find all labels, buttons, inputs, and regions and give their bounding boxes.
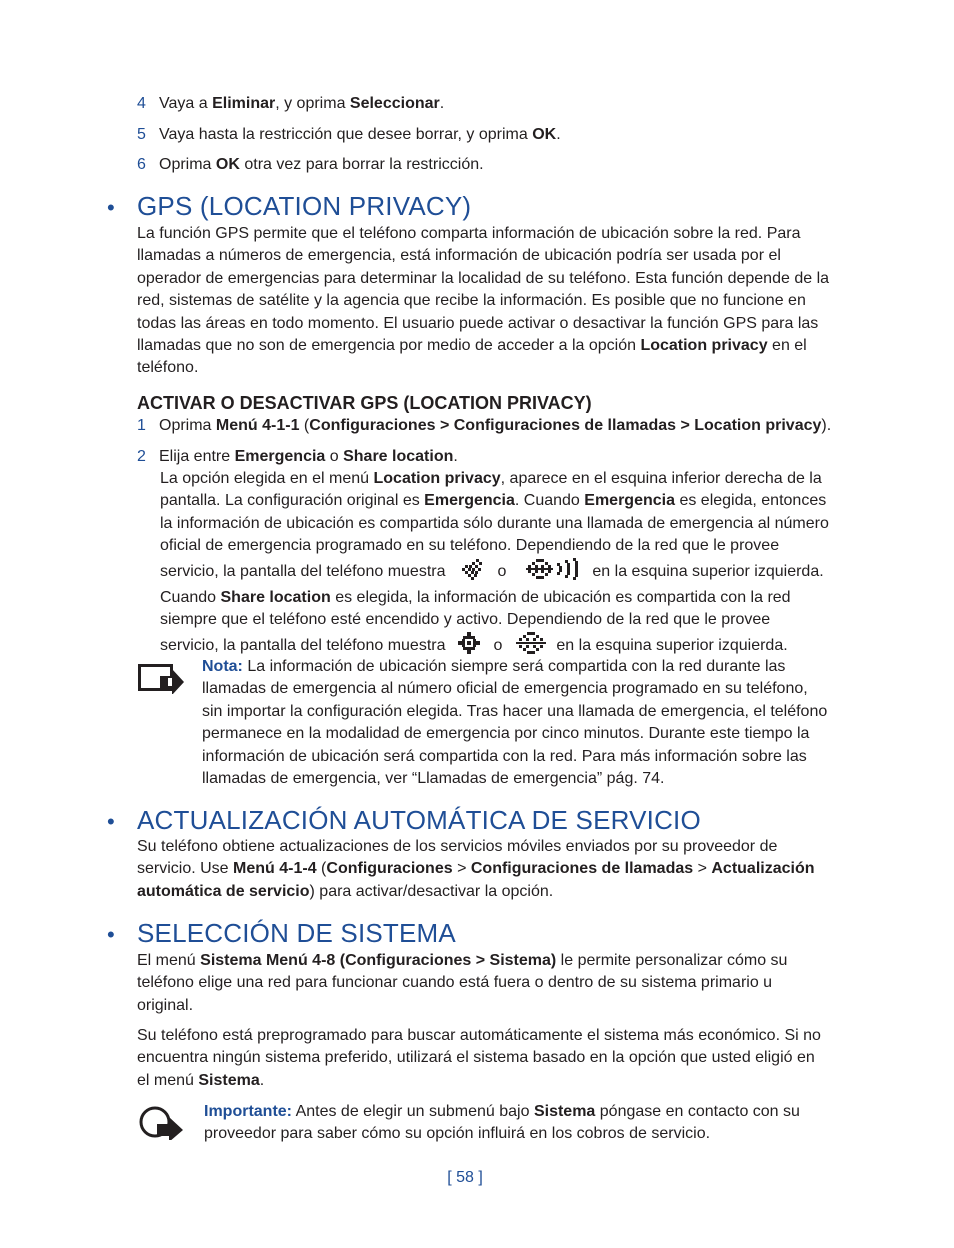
system-paragraph-2: Su teléfono está preprogramado para buscar automáticamente el sistema más económico. Si no encuentra ningún sistema preferido, utilizará el sistema basado en la opción que usted eligió en el menú Sistema.: [137, 1027, 821, 1089]
step-number: 6: [137, 156, 146, 173]
important-label: Importante:: [204, 1103, 292, 1120]
system-paragraph-1: El menú Sistema Menú 4-8 (Configuraciones > Sistema) le permite personalizar cómo su teléfono elige una red para funcionar cuando está fuera o dentro de su sistema primario u original.: [137, 952, 788, 1014]
step-4: 4 Vaya a Eliminar, y oprima Seleccionar.: [137, 93, 444, 115]
subheading-activar-gps: ACTIVAR O DESACTIVAR GPS (LOCATION PRIVACY): [137, 393, 592, 413]
step-6: 6 Oprima OK otra vez para borrar la restricción.: [137, 154, 484, 176]
important-paragraph: Importante: Antes de elegir un submenú bajo Sistema póngase en contacto con su proveedor para saber cómo su opción influirá en los cobros de servicio.: [204, 1103, 800, 1143]
step-number: 1: [137, 417, 146, 434]
gps-step-2-description: La opción elegida en el menú Location privacy, aparece en el esquina inferior derecha de la pantalla. La configuración original es Emergencia. Cuando Emergencia es elegida, entonces la información de ubicación es compartida sólo durante una llamada de emergencia al número oficial de emergencia programado en su teléfono. Dependiendo de la red que le provee servicio, la pantalla del teléfono muestra o en la esquina superior izquierda. Cuando Share location es elegida, la información de ubicación es compartida con la red siempre que el teléfono esté encendido y activo. Dependiendo de la red que le provee servicio, la pantalla del teléfono muestra o en la esquina superior izquierda.: [160, 468, 832, 661]
section-heading-gps: • GPS (LOCATION PRIVACY): [107, 190, 471, 224]
important-icon: [139, 1104, 187, 1145]
note-paragraph: Nota: La información de ubicación siempre será compartida con la red durante las llamadas de emergencia al número oficial de emergencia programado en su teléfono, sin importar la configuración elegida. Tras hacer una llamada de emergencia, el teléfono permanece en la modalidad de emergencia por cinco minutos. Durante este tiempo la información de ubicación será compartida con la red. Para más información sobre las llamadas de emergencia, ver “Llamadas de emergencia” pág. 74.: [202, 658, 828, 788]
note-label: Nota:: [202, 658, 243, 675]
gps-step-2: 2 Elija entre Emergencia o Share location.: [137, 446, 458, 468]
update-paragraph: Su teléfono obtiene actualizaciones de los servicios móviles enviados por su proveedor de servicio. Use Menú 4-1-4 (Configuraciones > Configuraciones de llamadas > Actualización automática de servicio) para activar/desactivar la opción.: [137, 838, 815, 900]
bullet-icon: •: [107, 922, 115, 947]
gps-step-1: 1 Oprima Menú 4-1-1 (Configuraciones > Configuraciones de llamadas > Location privacy).: [137, 415, 831, 437]
note-icon: [138, 660, 186, 699]
location-emergency-icon: [460, 558, 486, 587]
bullet-icon: •: [107, 195, 115, 220]
step-number: 5: [137, 126, 146, 143]
gps-paragraph: La función GPS permite que el teléfono comparta información de ubicación sobre la red. Para llamadas a números de emergencia, está información de ubicación podría ser usada por el operador de emergencias para determinar la localidad de su teléfono. Esta función depende de la red, sistemas de satélite y la agencia que recibe la información. Es posible que no funcione en todas las áreas en todo momento. El usuario puede activar o desactivar la función GPS para las llamadas que no son de emergencia por medio de acceder a la opción Location privacy en el teléfono.: [137, 225, 830, 377]
location-emergency-signal-icon: [526, 558, 580, 587]
step-5: 5 Vaya hasta la restricción que desee borrar, y oprima OK.: [137, 124, 561, 146]
section-heading-actualizacion: • ACTUALIZACIÓN AUTOMÁTICA DE SERVICIO: [107, 804, 701, 838]
step-number: 4: [137, 95, 146, 112]
page-number: [ 58 ]: [447, 1169, 483, 1186]
bullet-icon: •: [107, 809, 115, 834]
step-number: 2: [137, 448, 146, 465]
section-heading-seleccion: • SELECCIÓN DE SISTEMA: [107, 917, 456, 951]
